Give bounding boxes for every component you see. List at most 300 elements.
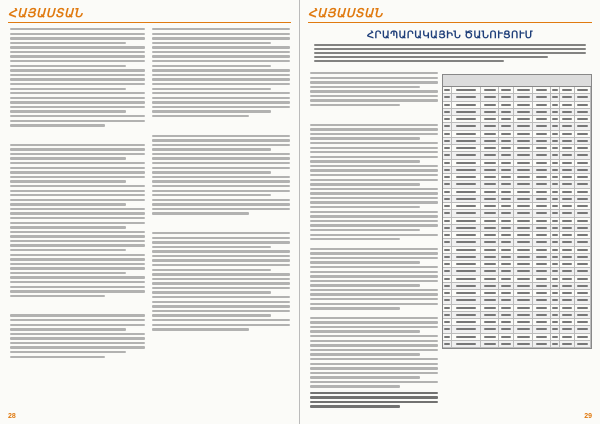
table-cell	[514, 239, 533, 245]
text-line	[10, 235, 145, 237]
table-cell	[452, 225, 482, 231]
table-row	[443, 210, 591, 217]
text-line	[10, 267, 145, 269]
table-row	[443, 232, 591, 239]
text-line	[10, 185, 145, 187]
table-cell	[575, 276, 591, 282]
table-cell	[443, 319, 452, 325]
text-line	[310, 224, 438, 226]
table-cell	[551, 239, 560, 245]
table-cell	[481, 247, 499, 253]
text-line	[10, 171, 145, 173]
text-line	[10, 319, 145, 321]
text-line	[310, 353, 420, 355]
text-line	[10, 194, 145, 196]
table-cell	[443, 102, 452, 108]
table-cell	[499, 254, 514, 260]
text-line	[310, 95, 438, 97]
text-line	[152, 144, 290, 146]
text-line	[10, 226, 126, 228]
table-cell	[481, 254, 499, 260]
text-line	[310, 261, 420, 263]
table-cell	[443, 312, 452, 318]
table-cell	[499, 109, 514, 115]
text-line	[152, 65, 271, 67]
table-cell	[551, 268, 560, 274]
table-cell	[452, 283, 482, 289]
text-line	[152, 139, 290, 141]
table-cell	[560, 268, 575, 274]
table-cell	[514, 109, 533, 115]
text-line	[10, 314, 145, 316]
text-line	[310, 349, 438, 351]
table-cell	[452, 196, 482, 202]
text-line	[310, 192, 438, 194]
table-cell	[533, 160, 551, 166]
text-line	[10, 240, 145, 242]
text-line	[152, 135, 290, 137]
text-line	[310, 99, 438, 101]
table-cell	[452, 247, 482, 253]
table-row	[443, 334, 591, 341]
table-cell	[575, 297, 591, 303]
text-line	[310, 229, 420, 231]
table-cell	[499, 196, 514, 202]
table-row	[443, 116, 591, 123]
table-row	[443, 254, 591, 261]
table-cell	[452, 123, 482, 129]
table-cell	[533, 152, 551, 158]
text-line	[314, 52, 586, 54]
text-line	[152, 310, 290, 312]
table-row	[443, 218, 591, 225]
text-line	[10, 88, 126, 90]
table-cell	[481, 232, 499, 238]
table-cell	[443, 181, 452, 187]
table-cell	[452, 174, 482, 180]
table-cell	[533, 247, 551, 253]
text-line	[152, 110, 271, 112]
table-cell	[560, 138, 575, 144]
table-cell	[443, 334, 452, 340]
table-cell	[452, 341, 482, 347]
text-line	[10, 281, 145, 283]
text-line	[310, 188, 438, 190]
table-cell	[499, 225, 514, 231]
table-cell	[499, 145, 514, 151]
table-cell	[514, 312, 533, 318]
right-page	[300, 0, 600, 424]
text-line	[310, 271, 438, 273]
table-cell	[499, 138, 514, 144]
table-cell	[514, 334, 533, 340]
text-line	[310, 376, 420, 378]
table-cell	[533, 283, 551, 289]
text-line	[10, 356, 105, 358]
text-line	[310, 197, 438, 199]
table-row	[443, 160, 591, 167]
table-cell	[533, 203, 551, 209]
table-cell	[452, 319, 482, 325]
table-cell	[533, 138, 551, 144]
text-line	[152, 278, 290, 280]
text-line	[310, 330, 420, 332]
text-line	[10, 144, 145, 146]
table-cell	[560, 341, 575, 347]
table-cell	[533, 189, 551, 195]
table-cell	[443, 297, 452, 303]
table-cell	[551, 210, 560, 216]
table-cell	[481, 109, 499, 115]
table-cell	[481, 131, 499, 137]
table-cell	[481, 167, 499, 173]
table-cell	[443, 94, 452, 100]
table-cell	[514, 203, 533, 209]
text-line	[310, 284, 420, 286]
text-line	[152, 287, 290, 289]
text-line	[310, 289, 438, 291]
text-line	[152, 55, 290, 57]
table-cell	[481, 102, 499, 108]
table-row	[443, 189, 591, 196]
text-line	[310, 215, 438, 217]
table-cell	[481, 210, 499, 216]
table-cell	[551, 203, 560, 209]
table-cell	[575, 218, 591, 224]
text-line	[152, 115, 249, 117]
text-line	[10, 190, 145, 192]
table-row	[443, 319, 591, 326]
table-cell	[443, 123, 452, 129]
table-cell	[481, 334, 499, 340]
table-cell	[560, 297, 575, 303]
text-line	[10, 346, 145, 348]
table-cell	[499, 174, 514, 180]
table-cell	[560, 131, 575, 137]
table-cell	[443, 276, 452, 282]
table-cell	[575, 305, 591, 311]
text-line	[310, 381, 438, 383]
text-line	[310, 104, 400, 106]
table-cell	[575, 102, 591, 108]
table-cell	[560, 152, 575, 158]
table-cell	[452, 102, 482, 108]
table-cell	[452, 109, 482, 115]
text-line	[152, 269, 271, 271]
table-cell	[514, 290, 533, 296]
table-cell	[452, 145, 482, 151]
text-line	[314, 44, 586, 46]
text-line	[10, 324, 145, 326]
text-line	[10, 101, 145, 103]
table-cell	[575, 283, 591, 289]
table-cell	[575, 196, 591, 202]
table-cell	[533, 174, 551, 180]
text-line	[310, 392, 438, 394]
table-cell	[533, 334, 551, 340]
table-row	[443, 239, 591, 246]
table-cell	[514, 210, 533, 216]
table-cell	[575, 181, 591, 187]
table-cell	[452, 167, 482, 173]
text-line	[10, 120, 145, 122]
text-line	[152, 51, 290, 53]
text-line	[10, 124, 105, 126]
text-line	[152, 319, 290, 321]
table-cell	[551, 297, 560, 303]
text-line	[310, 179, 438, 181]
text-line	[152, 232, 290, 234]
table-cell	[499, 268, 514, 274]
table-cell	[499, 334, 514, 340]
table-cell	[560, 203, 575, 209]
table-cell	[560, 109, 575, 115]
table-cell	[452, 261, 482, 267]
table-cell	[481, 305, 499, 311]
article-title: ՀՐԱՊԱՐԱԿԱՅԻՆ ԾԱՆՈՒՑՈՒՄ	[366, 30, 534, 41]
table-cell	[575, 319, 591, 325]
text-line	[10, 244, 145, 246]
table-cell	[452, 276, 482, 282]
table-cell	[560, 283, 575, 289]
table-cell	[551, 152, 560, 158]
text-line	[10, 276, 145, 278]
table-cell	[560, 181, 575, 187]
table-cell	[499, 94, 514, 100]
text-line	[152, 291, 271, 293]
table-cell	[560, 102, 575, 108]
table-cell	[551, 94, 560, 100]
text-line	[152, 208, 290, 210]
text-line	[310, 238, 400, 240]
table-cell	[575, 203, 591, 209]
table-cell	[499, 152, 514, 158]
text-line	[152, 46, 290, 48]
table-cell	[443, 131, 452, 137]
table-cell	[575, 334, 591, 340]
table-cell	[443, 160, 452, 166]
table-cell	[481, 261, 499, 267]
text-line	[10, 199, 145, 201]
table-cell	[481, 174, 499, 180]
table-cell	[452, 254, 482, 260]
table-cell	[533, 305, 551, 311]
text-line	[10, 148, 145, 150]
table-cell	[575, 210, 591, 216]
table-cell	[551, 218, 560, 224]
table-cell	[551, 319, 560, 325]
text-line	[152, 153, 290, 155]
data-table	[442, 74, 592, 349]
text-line	[310, 307, 400, 309]
text-line	[152, 282, 290, 284]
text-line	[152, 37, 290, 39]
table-cell	[533, 210, 551, 216]
text-line	[10, 333, 145, 335]
table-cell	[575, 247, 591, 253]
table-cell	[560, 160, 575, 166]
table-cell	[499, 312, 514, 318]
table-row	[443, 203, 591, 210]
text-line	[10, 263, 145, 265]
text-line	[152, 101, 290, 103]
table-cell	[499, 87, 514, 93]
text-line	[152, 74, 290, 76]
text-line	[10, 162, 145, 164]
text-line	[152, 106, 290, 108]
table-cell	[481, 239, 499, 245]
table-cell	[533, 297, 551, 303]
table-row	[443, 290, 591, 297]
table-cell	[514, 319, 533, 325]
table-cell	[560, 189, 575, 195]
text-line	[10, 222, 145, 224]
table-cell	[514, 261, 533, 267]
table-cell	[575, 109, 591, 115]
text-line	[10, 33, 145, 35]
text-line	[152, 255, 290, 257]
text-line	[310, 372, 438, 374]
text-line	[310, 206, 420, 208]
text-line	[10, 69, 145, 71]
text-line	[10, 74, 145, 76]
text-line	[152, 171, 271, 173]
table-cell	[499, 210, 514, 216]
table-cell	[514, 225, 533, 231]
table-cell	[560, 312, 575, 318]
table-cell	[533, 167, 551, 173]
table-cell	[533, 276, 551, 282]
table-cell	[551, 247, 560, 253]
text-line	[10, 286, 145, 288]
text-line	[314, 56, 548, 58]
table-cell	[481, 290, 499, 296]
table-cell	[514, 174, 533, 180]
text-line	[152, 97, 290, 99]
text-line	[152, 264, 290, 266]
text-line	[310, 367, 438, 369]
table-cell	[443, 283, 452, 289]
text-line	[152, 259, 290, 261]
text-line	[152, 83, 290, 85]
text-line	[310, 128, 438, 130]
table-cell	[533, 131, 551, 137]
text-line	[310, 252, 438, 254]
table-note	[310, 392, 438, 410]
table-cell	[533, 225, 551, 231]
text-line	[310, 90, 438, 92]
table-cell	[514, 254, 533, 260]
table-cell	[499, 232, 514, 238]
table-cell	[481, 123, 499, 129]
table-cell	[560, 290, 575, 296]
table-cell	[499, 283, 514, 289]
table-cell	[575, 131, 591, 137]
table-cell	[533, 123, 551, 129]
table-cell	[575, 225, 591, 231]
table-cell	[452, 239, 482, 245]
header-rule	[8, 22, 291, 23]
table-row	[443, 326, 591, 333]
table-cell	[452, 181, 482, 187]
table-cell	[551, 145, 560, 151]
table-cell	[514, 189, 533, 195]
table-cell	[533, 326, 551, 332]
table-cell	[575, 326, 591, 332]
table-cell	[499, 102, 514, 108]
table-cell	[533, 290, 551, 296]
page-number: 29	[584, 413, 592, 420]
table-cell	[551, 160, 560, 166]
text-line	[310, 211, 438, 213]
table-cell	[452, 152, 482, 158]
page-footer	[8, 412, 291, 420]
table-cell	[560, 94, 575, 100]
table-cell	[452, 116, 482, 122]
text-line	[10, 272, 126, 274]
table-cell	[481, 297, 499, 303]
table-cell	[499, 160, 514, 166]
table-cell	[481, 189, 499, 195]
text-line	[152, 212, 249, 214]
table-cell	[575, 232, 591, 238]
table-row	[443, 247, 591, 254]
table-row	[443, 225, 591, 232]
text-line	[152, 78, 290, 80]
table-cell	[481, 312, 499, 318]
table-row	[443, 196, 591, 203]
text-line	[310, 363, 438, 365]
table-cell	[443, 138, 452, 144]
table-cell	[533, 102, 551, 108]
text-line	[10, 351, 126, 353]
table-cell	[575, 312, 591, 318]
text-line	[152, 250, 290, 252]
table-cell	[514, 102, 533, 108]
table-cell	[514, 276, 533, 282]
table-cell	[560, 210, 575, 216]
table-cell	[514, 87, 533, 93]
table-cell	[575, 167, 591, 173]
text-line	[152, 237, 290, 239]
right-column-text	[310, 72, 438, 390]
table-cell	[533, 312, 551, 318]
text-line	[10, 208, 145, 210]
text-line	[152, 176, 290, 178]
table-cell	[481, 218, 499, 224]
table-cell	[551, 131, 560, 137]
table-cell	[499, 181, 514, 187]
text-line	[152, 33, 290, 35]
text-line	[152, 203, 290, 205]
table-cell	[499, 203, 514, 209]
table-cell	[452, 232, 482, 238]
table-cell	[575, 138, 591, 144]
table-cell	[575, 239, 591, 245]
table-cell	[499, 189, 514, 195]
text-line	[310, 183, 420, 185]
text-line	[10, 65, 126, 67]
table-cell	[481, 160, 499, 166]
text-line	[10, 42, 126, 44]
text-line	[10, 180, 126, 182]
table-cell	[551, 341, 560, 347]
text-line	[310, 401, 438, 403]
table-cell	[499, 297, 514, 303]
text-line	[310, 298, 438, 300]
text-line	[10, 328, 126, 330]
text-line	[310, 321, 438, 323]
